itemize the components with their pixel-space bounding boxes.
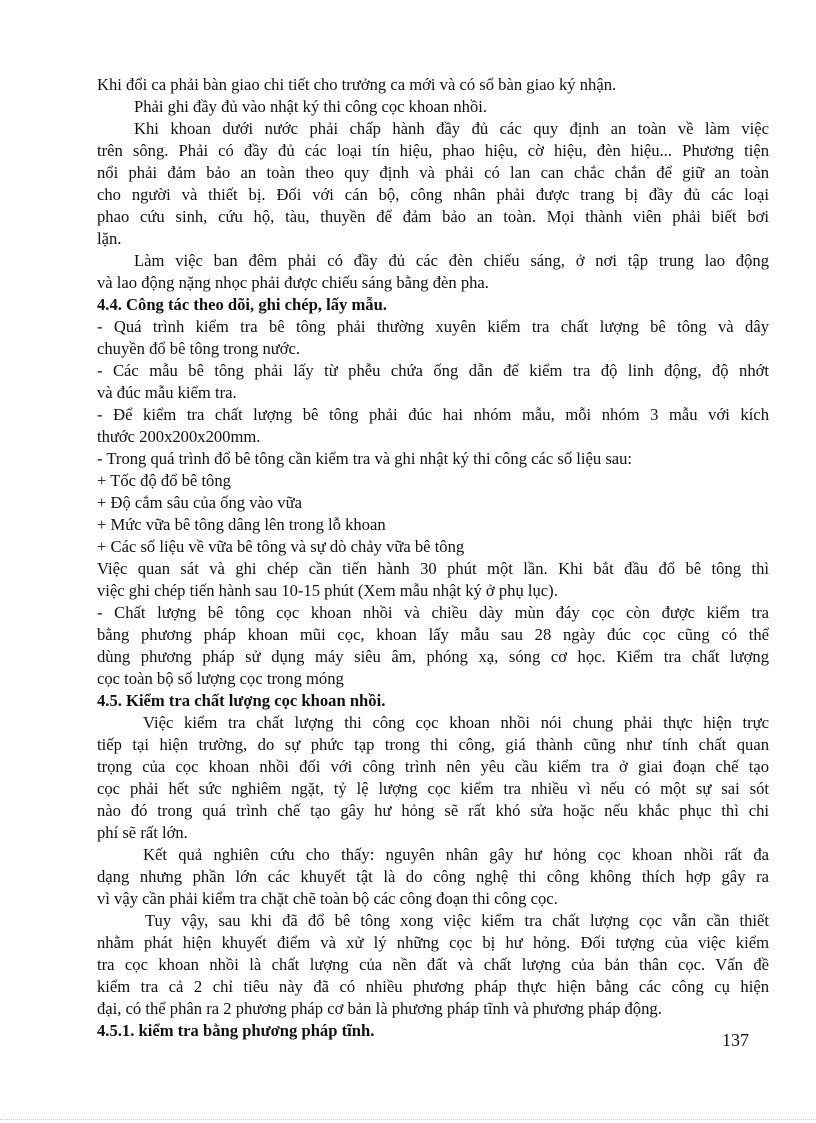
section-heading-4-4: 4.4. Công tác theo dõi, ghi chép, lấy mẫu. (97, 295, 387, 314)
page-bottom-divider (0, 1119, 816, 1120)
list-item: + Độ cắm sâu của ống vào vữa (97, 493, 302, 512)
paragraph-line: trọng của cọc khoan nhồi đối với công trình nên yêu cầu kiểm tra ở giai đoạn chế tạo (97, 757, 769, 776)
paragraph-line: Tuy vậy, sau khi đã đổ bê tông xong việc kiểm tra chất lượng cọc vẫn cần thiết (145, 911, 769, 930)
paragraph-line: dạng nhưng phần lớn các khuyết tật là do công nghệ thi công không thích hợp gây ra (97, 867, 769, 886)
list-item: + Mức vữa bê tông dâng lên trong lỗ khoan (97, 515, 386, 534)
paragraph-line: bằng phương pháp khoan mũi cọc, khoan lấy mẫu sau 28 ngày đúc cọc cũng có thể (97, 625, 769, 644)
paragraph-line: vì vậy cần phải kiểm tra chặt chẽ toàn bộ các công đoạn thi công cọc. (97, 889, 558, 908)
page-body (97, 74, 769, 1042)
paragraph-line: tra cọc khoan nhồi là chất lượng của nền đất và chất lượng của bản thân cọc. Vấn đề (97, 955, 769, 974)
paragraph-line: phí sẽ rất lớn. (97, 823, 188, 842)
paragraph-line: phao cứu sinh, cứu hộ, tàu, thuyền để đảm bảo an toàn. Mọi thành viên phải biết bơi (97, 207, 769, 226)
paragraph-line: cọc toàn bộ số lượng cọc trong móng (97, 669, 344, 688)
paragraph-line: Khi khoan dưới nước phải chấp hành đầy đủ các quy định an toàn về làm việc (134, 119, 769, 138)
paragraph-line: cho người và thiết bị. Đối với cán bộ, công nhân phải được trang bị đầy đủ các loại (97, 185, 769, 204)
list-item: + Tốc độ đổ bê tông (97, 471, 231, 490)
list-item: + Các số liệu về vữa bê tông và sự dò chảy vữa bê tông (97, 537, 465, 556)
paragraph-line: - Quá trình kiểm tra bê tông phải thường xuyên kiểm tra chất lượng bê tông và dây (97, 317, 769, 336)
paragraph-line: dùng phương pháp sử dụng máy siêu âm, phóng xạ, sóng cơ học. Kiểm tra chất lượng (97, 647, 769, 666)
paragraph-line: - Trong quá trình đổ bê tông cần kiểm tra và ghi nhật ký thi công các số liệu sau: (97, 449, 633, 468)
paragraph-line: tiếp tại hiện trường, do sự phức tạp trong thi công, giá thành cũng như tính chất quan (97, 735, 769, 754)
paragraph-line: lặn. (97, 229, 122, 248)
paragraph-line: trên sông. Phải có đầy đủ các loại tín hiệu, phao hiệu, cờ hiệu, đèn hiệu... Phương tiện (97, 141, 769, 160)
paragraph-line: kiểm tra cả 2 chỉ tiêu này đã có nhiều phương pháp thực hiện bằng các công cụ hiện (97, 977, 769, 996)
paragraph-line: nổi phải đảm bảo an toàn theo quy định và phải có lan can chắc chắn để giữ an toàn (97, 163, 769, 182)
paragraph-line: việc ghi chép tiến hành sau 10-15 phút (Xem mẫu nhật ký ở phụ lục). (97, 581, 558, 600)
paragraph-line: đại, có thể phân ra 2 phương pháp cơ bản là phương pháp tĩnh và phương pháp động. (97, 999, 662, 1018)
paragraph-line: - Chất lượng bê tông cọc khoan nhồi và chiều dày mùn đáy cọc còn được kiểm tra (97, 603, 769, 622)
paragraph-line: - Các mẫu bê tông phải lấy từ phễu chứa ống dẫn để kiểm tra độ linh động, độ nhớt (97, 361, 769, 380)
paragraph-line: Kết quả nghiên cứu cho thấy: nguyên nhân gây hư hỏng cọc khoan nhồi rất đa (143, 845, 769, 864)
section-heading-4-5: 4.5. Kiểm tra chất lượng cọc khoan nhồi. (97, 691, 386, 710)
paragraph-line: Làm việc ban đêm phải có đầy đủ các đèn chiếu sáng, ở nơi tập trung lao động (134, 251, 769, 270)
paragraph-line: nào đó trong quá trình chế tạo gây hư hỏng sẽ rất khó sửa hoặc nếu khắc phục thì chi (97, 801, 769, 820)
paragraph-line: và lao động nặng nhọc phải được chiếu sáng bằng đèn pha. (97, 273, 489, 292)
paragraph-line: Việc quan sát và ghi chép cần tiến hành 30 phút một lần. Khi bắt đầu đổ bê tông thì (97, 559, 769, 578)
paragraph-line: cọc phải hết sức nghiêm ngặt, tỷ lệ lượng cọc kiểm tra nhiều vì nếu có một sự sai sót (97, 779, 769, 798)
paragraph-line: Phải ghi đầy đủ vào nhật ký thi công cọc khoan nhồi. (134, 97, 488, 116)
page-number: 137 (722, 1030, 749, 1050)
paragraph-line: Khi đổi ca phải bàn giao chi tiết cho trưởng ca mới và có sổ bàn giao ký nhận. (97, 75, 617, 94)
paragraph-line: thước 200x200x200mm. (97, 427, 261, 446)
paragraph-line: Việc kiểm tra chất lượng thi công cọc khoan nhồi nói chung phải thực hiện trực (143, 713, 769, 732)
paragraph-line: nhằm phát hiện khuyết điểm và xử lý những cọc bị hư hỏng. Đối tượng của việc kiểm (97, 933, 769, 952)
section-heading-4-5-1: 4.5.1. kiểm tra bằng phương pháp tĩnh. (97, 1021, 375, 1040)
paragraph-line: - Để kiểm tra chất lượng bê tông phải đúc hai nhóm mẫu, mỗi nhóm 3 mẫu với kích (97, 405, 769, 424)
paragraph-line: chuyền đổ bê tông trong nước. (97, 339, 301, 358)
paragraph-line: và đúc mẫu kiểm tra. (97, 383, 237, 402)
